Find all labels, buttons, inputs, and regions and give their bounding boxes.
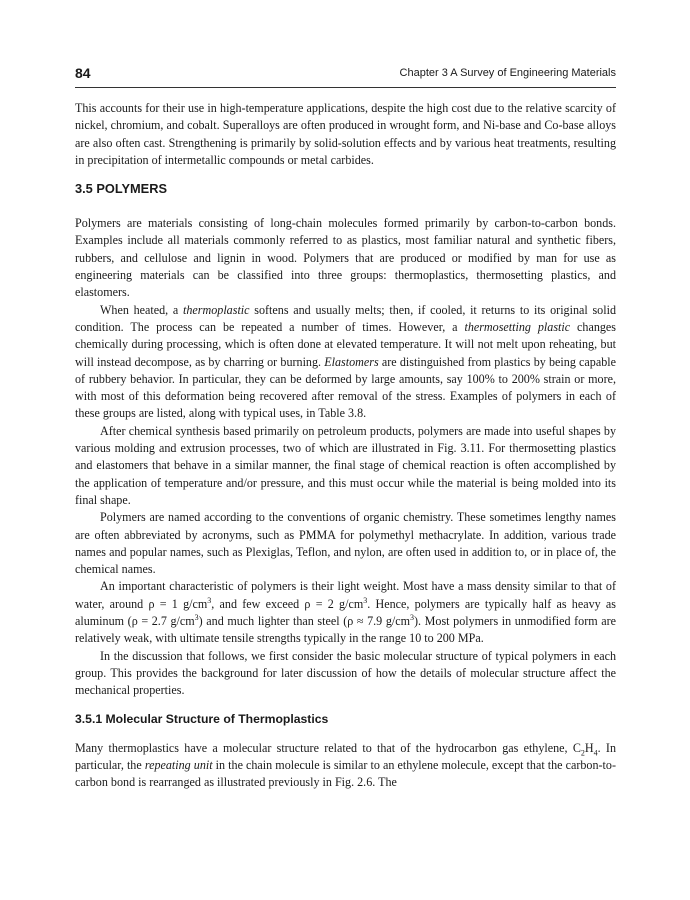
text: are distinguished from plastics by being capable of rubbery behavior. In particular, they can be deformed by large amounts, say 100% to 200% strain or more, with most of this deformation being recovered after removal of the stress. Examples of polymers in each of these groups are listed, along with typical uses, in Table 3.8. — [75, 354, 616, 421]
paragraph-polymers-1: Polymers are materials consisting of long-chain molecules formed primarily by carbon-to-carbon bonds. Examples include all materials commonly referred to as plastics, most familiar natural and synthetic fibers, rubbers, and cellulose and lignin in wood. Polymers that are produced or modified by man for use as engineering materials can be classified into three groups: thermoplastics, thermosetting plastics, and elastomers. — [75, 216, 616, 300]
paragraph-polymers-2 — [75, 302, 616, 423]
text: changes chemically during processing, which is often done at elevated temperature. It will not melt upon reheating, but will instead decompose, as by charring or burning. — [75, 319, 616, 369]
page-number: 84 — [75, 65, 91, 81]
emphasis-repeating-unit: repeating unit — [144, 757, 213, 772]
text: H — [584, 740, 594, 755]
section-heading: 3.5 POLYMERS — [75, 181, 167, 197]
emphasis-thermosetting-plastic: thermosetting plastic — [464, 319, 571, 334]
emphasis-elastomers: Elastomers — [324, 354, 379, 369]
subscript: 4 — [593, 747, 598, 757]
subscript: 2 — [580, 747, 585, 757]
paragraph-polymers-4: Polymers are named according to the conventions of organic chemistry. These sometimes lengthy names are often abbreviated by acronyms, such as PMMA for polymethyl methacrylate. In addition, various trade names and popular names, such as Plexiglas, Teflon, and nylon, are often used in addition to, or in place of, the chemical names. — [75, 510, 616, 577]
text: Many thermoplastics have a molecular structure related to that of the hydrocarbon gas ethylene, C — [75, 740, 581, 755]
paragraph-thermoplastics-1 — [75, 740, 616, 792]
superscript: 3 — [207, 595, 212, 605]
text: . In particular, the — [75, 740, 617, 772]
text: . Hence, polymers are typically half as heavy as aluminum ( — [75, 596, 616, 629]
running-head: Chapter 3 A Survey of Engineering Materials — [399, 67, 616, 79]
text: softens and usually melts; then, if cooled, it returns to its original solid condition. The process can be repeated a number of times. However, a — [75, 302, 616, 334]
density-aluminum: ρ = 2.7 g/cm — [131, 614, 195, 629]
paragraph-intro: This accounts for their use in high-temperature applications, despite the high cost due to the relative scarcity of nickel, chromium, and cobalt. Superalloys are often produced in wrought form, and Ni-base and Co-base alloys are also often cast. Strengthening is primarily by solid-solution effects and by various heat treatments, resulting in precipitation of intermetallic compounds or metal carbides. — [75, 101, 616, 167]
text: , and few exceed — [211, 596, 305, 611]
paragraph-polymers-6: In the discussion that follows, we first consider the basic molecular structure of typical polymers in each group. This provides the background for later discussion of how the details of molecular structure affect the mechanical properties. — [75, 648, 616, 698]
emphasis-thermoplastic: thermoplastic — [183, 302, 250, 317]
superscript: 3 — [410, 612, 415, 622]
text: ) and much lighter than steel ( — [198, 614, 348, 629]
page-body — [75, 100, 616, 791]
text: in the chain molecule is similar to an ethylene molecule, except that the carbon-to-carbon bond is rearranged as illustrated previously in Fig. 2.6. The — [75, 757, 616, 790]
text: When heated, a — [100, 302, 184, 317]
text: An important characteristic of polymers is their light weight. Most have a mass density similar to that of water, around — [75, 579, 616, 611]
superscript: 3 — [194, 612, 199, 622]
density-max: ρ = 2 g/cm — [304, 596, 364, 611]
page-header — [75, 65, 616, 88]
superscript: 3 — [363, 595, 368, 605]
density-water: ρ = 1 g/cm — [148, 596, 208, 611]
density-steel: ρ ≈ 7.9 g/cm — [347, 614, 411, 629]
text: ). Most polymers in unmodified form are relatively weak, with ultimate tensile strengths typically in the range 10 to 200 MPa. — [75, 614, 617, 646]
paragraph-polymers-5 — [75, 578, 616, 647]
paragraph-polymers-3: After chemical synthesis based primarily on petroleum products, polymers are made into useful shapes by various molding and extrusion processes, two of which are illustrated in Fig. 3.11. For thermosetting plastics and elastomers that behave in a similar manner, the final stage of chemical reaction is often accomplished by the application of temperature and/or pressure, and this must occur while the material is being molded into its final shape. — [75, 423, 616, 507]
subsection-heading: 3.5.1 Molecular Structure of Thermoplastics — [75, 711, 329, 726]
